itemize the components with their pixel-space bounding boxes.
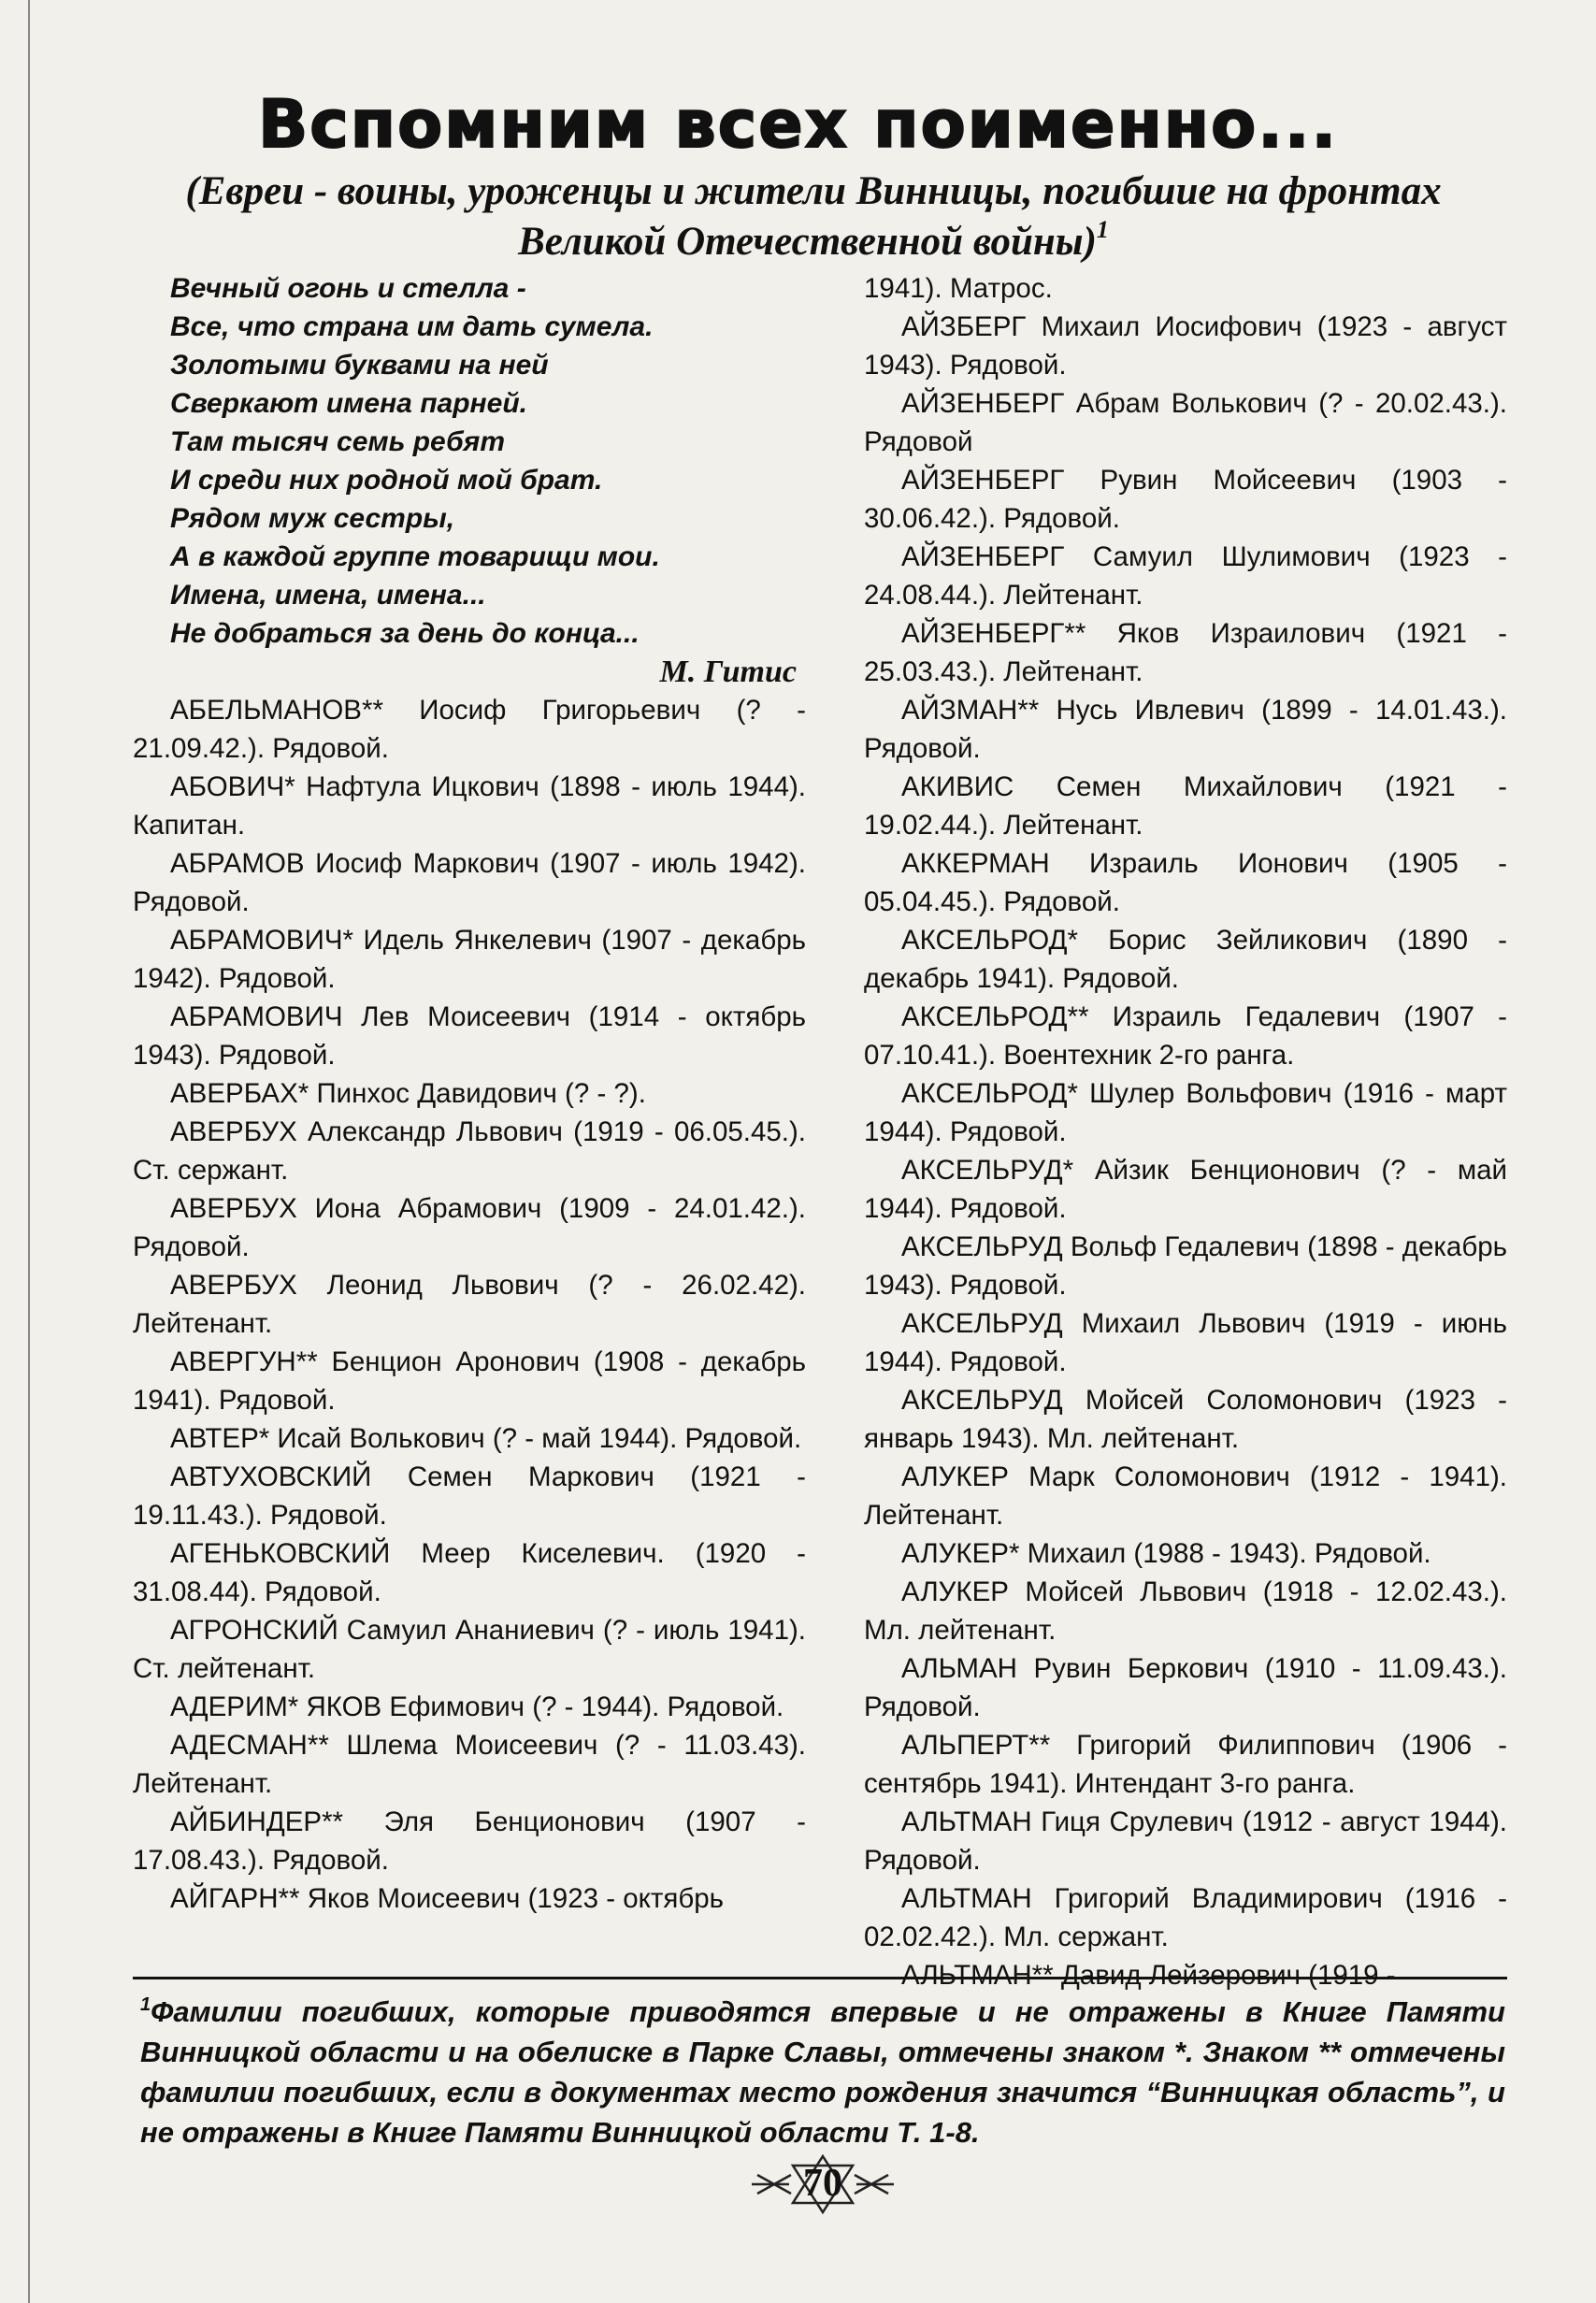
list-entry: АКСЕЛЬРОД** Израиль Гедалевич (1907 - 07.10.41.). Воентехник 2-го ранга. <box>864 1001 1507 1071</box>
poem-line: Имена, имена, имена... <box>170 580 486 611</box>
list-entry: АБРАМОВИЧ Лев Моисеевич (1914 - октябрь 1943). Рядовой. <box>133 1001 806 1071</box>
poem-line: А в каждой группе товарищи мои. <box>170 541 660 572</box>
list-entry: АЙЗМАН** Нусь Ивлевич (1899 - 14.01.43.). Рядовой. <box>864 695 1507 764</box>
list-entry: АККЕРМАН Израиль Ионович (1905 - 05.04.45.). Рядовой. <box>864 848 1507 917</box>
list-entry: АЛУКЕР Марк Соломонович (1912 - 1941). Лейтенант. <box>864 1461 1507 1531</box>
poem-line: Не добраться за день до конца... <box>170 618 640 649</box>
poem-line: Рядом муж сестры, <box>170 503 455 534</box>
page-edge-shadow <box>28 0 30 2303</box>
list-entry: АДЕСМАН** Шлема Моисеевич (? - 11.03.43). Лейтенант. <box>133 1730 806 1799</box>
page-subtitle <box>131 166 1496 267</box>
list-entry: АВЕРБУХ Леонид Львович (? - 26.02.42). Лейтенант. <box>133 1270 806 1339</box>
list-entry: АЛЬМАН Рувин Беркович (1910 - 11.09.43.). Рядовой. <box>864 1653 1507 1722</box>
list-entry-continued: 1941). Матрос. <box>864 273 1053 304</box>
list-entry: АЛЬТМАН** Давид Лейзерович (1919 - <box>901 1960 1396 1991</box>
list-entry: АЙЗБЕРГ Михаил Иосифович (1923 - август 1943). Рядовой. <box>864 311 1507 381</box>
list-entry: АГЕНЬКОВСКИЙ Меер Киселевич. (1920 - 31.08.44). Рядовой. <box>133 1538 806 1607</box>
list-entry: АВЕРБУХ Александр Львович (1919 - 06.05.45.). Ст. сержант. <box>133 1116 806 1186</box>
footnote-divider <box>133 1977 1507 1979</box>
list-entry: АКСЕЛЬРУД* Айзик Бенционович (? - май 1944). Рядовой. <box>864 1155 1507 1224</box>
list-entry: АЙЗЕНБЕРГ Самуил Шулимович (1923 - 24.08.44.). Лейтенант. <box>864 541 1507 611</box>
list-entry: АВЕРГУН** Бенцион Аронович (1908 - декабрь 1941). Рядовой. <box>133 1346 806 1416</box>
subtitle-line-2 <box>131 217 1496 267</box>
list-entry: АКСЕЛЬРУД Вольф Гедалевич (1898 - декабрь 1943). Рядовой. <box>864 1231 1507 1301</box>
left-column <box>133 269 806 1918</box>
page-number <box>748 2154 898 2214</box>
page-number-text: 70 <box>803 2162 842 2205</box>
list-entry: АБЕЛЬМАНОВ** Иосиф Григорьевич (? - 21.09.42.). Рядовой. <box>133 695 806 764</box>
list-entry: АКСЕЛЬРУД Мойсей Соломонович (1923 - январь 1943). Мл. лейтенант. <box>864 1385 1507 1454</box>
list-entry: АЙЗЕНБЕРГ** Яков Израилович (1921 - 25.03.43.). Лейтенант. <box>864 618 1507 687</box>
footnote-text: Фамилии погибших, которые приводятся впервые и не отражены в Книге Памяти Винницкой области и на обелиске в Парке Славы, отмечены знаком *. Знаком ** отмечены фамилии погибших, если в документах место рождения значится “Винницкая область”, и не отражены в Книге Памяти Винницкой области Т. 1-8. <box>140 1995 1505 2149</box>
list-entry: АЛУКЕР Мойсей Львович (1918 - 12.02.43.). Мл. лейтенант. <box>864 1576 1507 1646</box>
poem-line: Золотыми буквами на ней <box>170 350 549 381</box>
list-entry: АГРОНСКИЙ Самуил Ананиевич (? - июль 1941). Ст. лейтенант. <box>133 1615 806 1684</box>
right-column <box>864 269 1507 1994</box>
list-entry: АЛЬТМАН Григорий Владимирович (1916 - 02.02.42.). Мл. сержант. <box>864 1883 1507 1952</box>
list-entry: АКСЕЛЬРОД* Шулер Вольфович (1916 - март 1944). Рядовой. <box>864 1078 1507 1147</box>
list-entry: АЛЬТМАН Гиця Срулевич (1912 - август 1944). Рядовой. <box>864 1806 1507 1876</box>
poem-author: М. Гитис <box>659 655 797 689</box>
list-entry: АЛУКЕР* Михаил (1988 - 1943). Рядовой. <box>901 1538 1431 1569</box>
list-entry: АВЕРБУХ Иона Абрамович (1909 - 24.01.42.). Рядовой. <box>133 1193 806 1262</box>
page-title: Вспомним всех поименно... <box>257 86 1339 163</box>
subtitle-footnote-mark: 1 <box>1096 216 1109 243</box>
list-entry: АВТУХОВСКИЙ Семен Маркович (1921 - 19.11.43.). Рядовой. <box>133 1461 806 1531</box>
list-entry: АЙБИНДЕР** Эля Бенционович (1907 - 17.08.43.). Рядовой. <box>133 1806 806 1876</box>
list-entry: АКСЕЛЬРОД* Борис Зейликович (1890 - декабрь 1941). Рядовой. <box>864 925 1507 994</box>
list-entry: АЙГАРН** Яков Моисеевич (1923 - октябрь <box>170 1883 725 1914</box>
list-entry: АКИВИС Семен Михайлович (1921 - 19.02.44.). Лейтенант. <box>864 771 1507 841</box>
subtitle-line-1: (Евреи - воины, уроженцы и жители Винницы, погибшие на фронтах <box>185 169 1442 213</box>
poem-line: И среди них родной мой брат. <box>170 465 603 496</box>
subtitle-line-2-text: Великой Отечественной войны) <box>518 220 1097 264</box>
footnote-mark: 1 <box>140 1994 151 2015</box>
list-entry: АДЕРИМ* ЯКОВ Ефимович (? - 1944). Рядовой. <box>170 1691 784 1722</box>
list-entry: АБРАМОВИЧ* Идель Янкелевич (1907 - декабрь 1942). Рядовой. <box>133 925 806 994</box>
poem-line: Вечный огонь и стелла - <box>170 273 526 304</box>
list-entry: АВЕРБАХ* Пинхос Давидович (? - ?). <box>170 1078 646 1109</box>
poem-line: Сверкают имена парней. <box>170 388 528 419</box>
list-entry: АВТЕР* Исай Волькович (? - май 1944). Рядовой. <box>170 1423 802 1454</box>
poem <box>133 269 806 691</box>
list-entry: АЛЬПЕРТ** Григорий Филиппович (1906 - сентябрь 1941). Интендант 3-го ранга. <box>864 1730 1507 1799</box>
footnote <box>140 1992 1505 2152</box>
list-entry: АБОВИЧ* Нафтула Ицкович (1898 - июль 1944). Капитан. <box>133 771 806 841</box>
poem-line: Все, что страна им дать сумела. <box>170 311 654 342</box>
list-entry: АБРАМОВ Иосиф Маркович (1907 - июль 1942). Рядовой. <box>133 848 806 917</box>
list-entry: АЙЗЕНБЕРГ Абрам Волькович (? - 20.02.43.). Рядовой <box>864 388 1507 457</box>
list-entry: АЙЗЕНБЕРГ Рувин Мойсеевич (1903 - 30.06.42.). Рядовой. <box>864 465 1507 534</box>
poem-line: Там тысяч семь ребят <box>170 426 506 457</box>
list-entry: АКСЕЛЬРУД Михаил Львович (1919 - июнь 1944). Рядовой. <box>864 1308 1507 1377</box>
